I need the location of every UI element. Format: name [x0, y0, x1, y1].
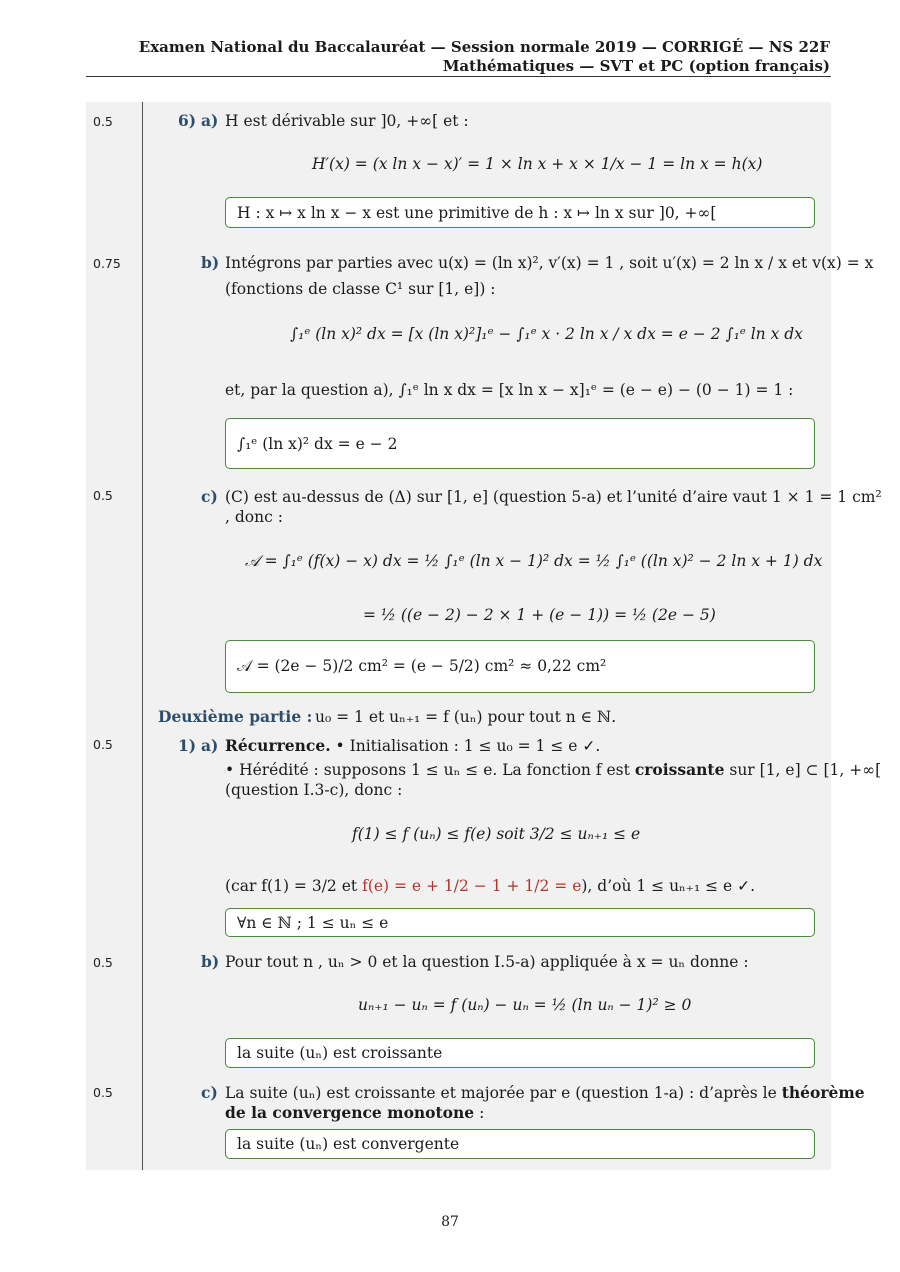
- q1b-result-box: [225, 1038, 815, 1068]
- q6c-result: 𝒜 = (2e − 5)/2 cm² = (e − 5/2) cm² ≈ 0,22 cm²: [237, 657, 607, 675]
- q6c-formula-2: = ½ ((e − 2) − 2 × 1 + (e − 1)) = ½ (2e − 5): [363, 606, 716, 624]
- q6a-result-box: [225, 197, 815, 228]
- q1b-result: la suite (uₙ) est croissante: [237, 1044, 443, 1062]
- q6c-result-box: [225, 640, 815, 693]
- score-q1c: 0.5: [93, 1085, 113, 1100]
- q1a-heredite: • Hérédité : supposons 1 ≤ uₙ ≤ e. La fonction f est: [225, 761, 630, 779]
- q6b-line-1: Intégrons par parties avec u(x) = (ln x)², v′(x) = 1 , soit u′(x) = 2 ln x / x et v(x) = x: [225, 254, 874, 272]
- q6a-formula: H′(x) = (x ln x − x)′ = 1 × ln x + x × 1/x − 1 = ln x = h(x): [312, 155, 763, 173]
- q1a-line-4-start: (car f(1) = 3/2 et: [225, 877, 358, 895]
- q1c-theoreme: théorème: [781, 1083, 865, 1102]
- q1a-formula: f(1) ≤ f (uₙ) ≤ f(e) soit 3/2 ≤ uₙ₊₁ ≤ e: [352, 825, 641, 843]
- q1a-highlight-fe: f(e) = e + 1/2 − 1 + 1/2 = e: [362, 877, 582, 895]
- q1a-line-3: (question I.3-c), donc :: [225, 781, 403, 799]
- q1a-line-4: [225, 876, 755, 896]
- q1a-result-box: [225, 908, 815, 937]
- question-label-1b: b): [201, 952, 220, 971]
- question-label-1a: a): [201, 736, 219, 755]
- question-number-1: 1): [178, 736, 197, 755]
- q1a-line-2: [225, 760, 881, 780]
- q1a-croissante: croissante: [634, 760, 725, 779]
- question-label-6b: b): [201, 253, 220, 272]
- score-q1a: 0.5: [93, 737, 113, 752]
- q1a-line-1: [225, 736, 600, 756]
- q6b-formula-2: et, par la question a), ∫₁ᵉ ln x dx = [x ln x − x]₁ᵉ = (e − e) − (0 − 1) = 1 :: [225, 381, 794, 399]
- q1a-result: ∀n ∈ ℕ ; 1 ≤ uₙ ≤ e: [237, 913, 389, 932]
- question-label-1c: c): [201, 1083, 218, 1102]
- q1c-line-1: [225, 1083, 865, 1103]
- q1c-colon: :: [479, 1104, 485, 1122]
- score-q6b: 0.75: [93, 256, 121, 271]
- score-q6c: 0.5: [93, 488, 113, 503]
- part-2-definition: u₀ = 1 et uₙ₊₁ = f (uₙ) pour tout n ∈ ℕ.: [315, 708, 617, 726]
- margin-rule: [142, 102, 143, 1170]
- q1a-initialisation: • Initialisation : 1 ≤ u₀ = 1 ≤ e ✓.: [335, 737, 601, 755]
- score-q6a: 0.5: [93, 114, 113, 129]
- q1b-formula: uₙ₊₁ − uₙ = f (uₙ) − uₙ = ½ (ln uₙ − 1)² ≥ 0: [358, 996, 692, 1014]
- q1c-result: la suite (uₙ) est convergente: [237, 1135, 460, 1153]
- q6b-formula-1: ∫₁ᵉ (ln x)² dx = [x (ln x)²]₁ᵉ − ∫₁ᵉ x · 2 ln x / x dx = e − 2 ∫₁ᵉ ln x dx: [290, 325, 803, 343]
- header-line-1: Examen National du Baccalauréat — Session normale 2019 — CORRIGÉ — NS 22F: [138, 38, 830, 56]
- q1c-line-1-text: La suite (uₙ) est croissante et majorée par e (question 1-a) : d’après le: [225, 1084, 777, 1102]
- question-number-6: 6): [178, 111, 197, 130]
- q1a-line-4-end: ), d’où 1 ≤ uₙ₊₁ ≤ e ✓.: [581, 877, 756, 895]
- header-line-2: Mathématiques — SVT et PC (option français): [442, 57, 830, 75]
- q1c-convergence-monotone: de la convergence monotone: [225, 1103, 475, 1122]
- question-label-6a: a): [201, 111, 219, 130]
- q6b-result: ∫₁ᵉ (ln x)² dx = e − 2: [237, 434, 398, 453]
- q6b-line-2: (fonctions de classe C¹ sur [1, e]) :: [225, 280, 496, 298]
- question-label-6c: c): [201, 487, 218, 506]
- q6c-formula-1: 𝒜 = ∫₁ᵉ (f(x) − x) dx = ½ ∫₁ᵉ (ln x − 1)² dx = ½ ∫₁ᵉ ((ln x)² − 2 ln x + 1) dx: [245, 552, 823, 570]
- page-header: [139, 38, 830, 76]
- q6c-line-2: , donc :: [225, 508, 283, 526]
- q1b-line-1: Pour tout n , uₙ > 0 et la question I.5-a) appliquée à x = uₙ donne :: [225, 953, 749, 971]
- page-number: 87: [441, 1214, 459, 1230]
- q6c-line-1: (C) est au-dessus de (Δ) sur [1, e] (question 5-a) et l’unité d’aire vaut 1 × 1 = 1 cm²: [225, 488, 882, 506]
- header-rule: [86, 76, 831, 77]
- q1c-line-2: [225, 1103, 484, 1123]
- q1a-recurrence-title: Récurrence.: [225, 736, 331, 755]
- part-2-title: Deuxième partie :: [158, 707, 313, 726]
- q1a-interval: sur [1, e] ⊂ [1, +∞[: [729, 761, 882, 779]
- q6a-result: H : x ↦ x ln x − x est une primitive de h : x ↦ ln x sur ]0, +∞[: [237, 203, 717, 222]
- q1c-result-box: [225, 1129, 815, 1159]
- score-q1b: 0.5: [93, 955, 113, 970]
- q6a-intro: H est dérivable sur ]0, +∞[ et :: [225, 112, 469, 130]
- q6b-result-box: [225, 418, 815, 469]
